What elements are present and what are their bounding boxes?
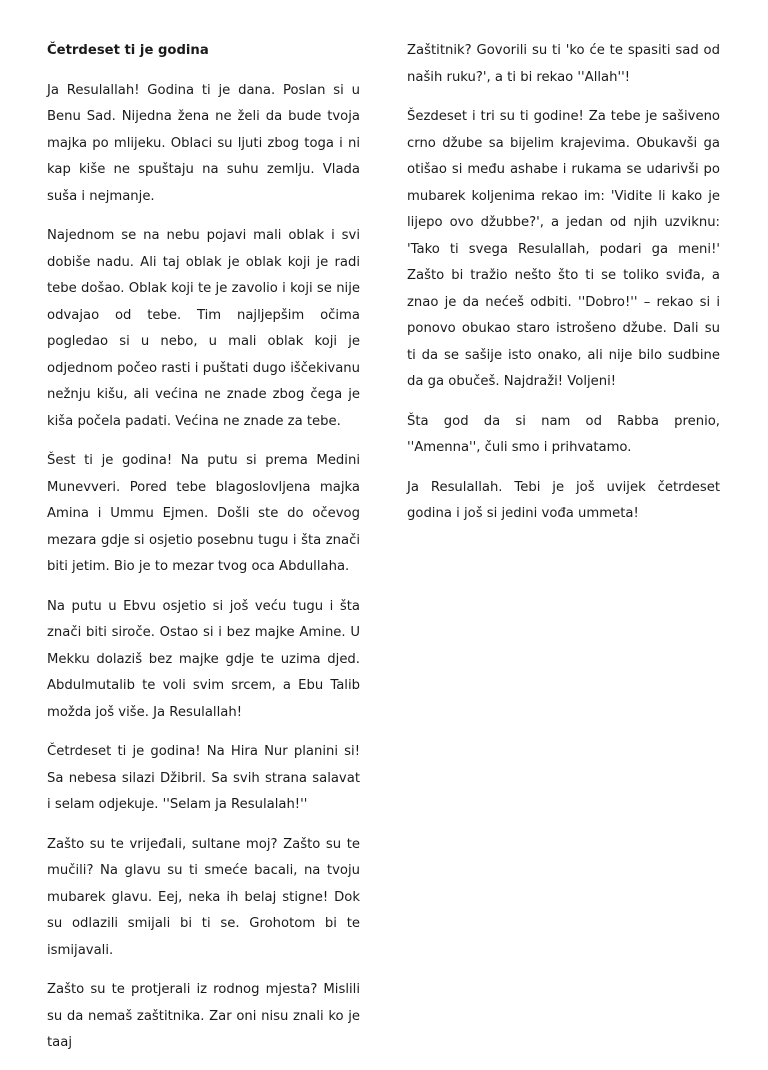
paragraph: Zašto su te protjerali iz rodnog mjesta? Mislili su da nemaš zaštitnika. Zar oni nisu znali ko je taaj	[47, 982, 360, 1050]
right-column	[407, 38, 720, 541]
paragraph: Četrdeset ti je godina! Na Hira Nur planini si! Sa nebesa silazi Džibril. Sa svih strana salavat i selam odjekuje. ''Selam ja Resulalah!''	[47, 744, 360, 812]
paragraph: Ja Resulallah. Tebi je još uvijek četrdeset godina i još si jedini vođa ummeta!	[407, 479, 720, 521]
paragraph: Najednom se na nebu pojavi mali oblak i svi dobiše nadu. Ali taj oblak je oblak koji je radi tebe došao. Oblak koji te je zavolio i koji se nije odvajao od tebe. Tim najljepšim očima pogledao si u nebo, u mali oblak koji je odjednom počeo rasti i puštati dugo iščekivanu nežnju kišu, ali većina ne znade zbog čega je kiša počela padati. Većina ne znade za tebe.	[47, 228, 360, 429]
paragraph: Šta god da si nam od Rabba prenio, ''Amenna'', čuli smo i prihvatamo.	[407, 413, 720, 455]
paragraph: Na putu u Ebvu osjetio si još veću tugu i šta znači biti siroče. Ostao si i bez majke Amine. U Mekku dolaziš bez majke gdje te uzima djed. Abdulmutalib te voli svim srcem, a Ebu Talib možda još više. Ja Resulallah!	[47, 598, 360, 720]
paragraph: Zašto su te vrijeđali, sultane moj? Zašto su te mučili? Na glavu su ti smeće bacali, na tvoju mubarek glavu. Eej, neka ih belaj stigne! Dok su odlazili smijali bi ti se. Grohotom bi te ismijavali.	[47, 836, 360, 958]
left-column	[47, 38, 360, 1070]
paragraph: Ja Resulallah! Godina ti je dana. Poslan si u Benu Sad. Nijedna žena ne želi da bude tvoja majka po mlijeku. Oblaci su ljuti zbog toga i ni kap kiše ne spuštaju na suhu zemlju. Vlada suša i nejmanje.	[47, 82, 360, 204]
paragraph: Šest ti je godina! Na putu si prema Medini Munevveri. Pored tebe blagoslovljena majka Amina i Ummu Ejmen. Došli ste do očevog mezara gdje si osjetio posebnu tugu i šta znači biti jetim. Bio je to mezar tvog oca Abdullaha.	[47, 453, 360, 574]
paragraph: Zaštitnik? Govorili su ti 'ko će te spasiti sad od naših ruku?', a ti bi rekao ''Allah''!	[407, 43, 720, 85]
document-title: Četrdeset ti je godina	[47, 43, 209, 58]
paragraph: Šezdeset i tri su ti godine! Za tebe je sašiveno crno džube sa bijelim krajevima. Obukavši ga otišao si među ashabe i rukama se udarivši po mubarek koljenima rekao im: 'Vidite li kako je lijepo ovo džubbe?', a jedan od njih uzviknu: 'Tako ti svega Resulallah, podari ga meni!' Zašto bi tražio nešto što ti se toliko sviđa, a znao je da nećeš odbiti. ''Dobro!'' – rekao si i ponovo obukao staro istrošeno džube. Dali su ti da se sašije isto onako, ali nije bilo sudbine da ga obučeš. Najdraži! Voljeni!	[407, 109, 720, 389]
